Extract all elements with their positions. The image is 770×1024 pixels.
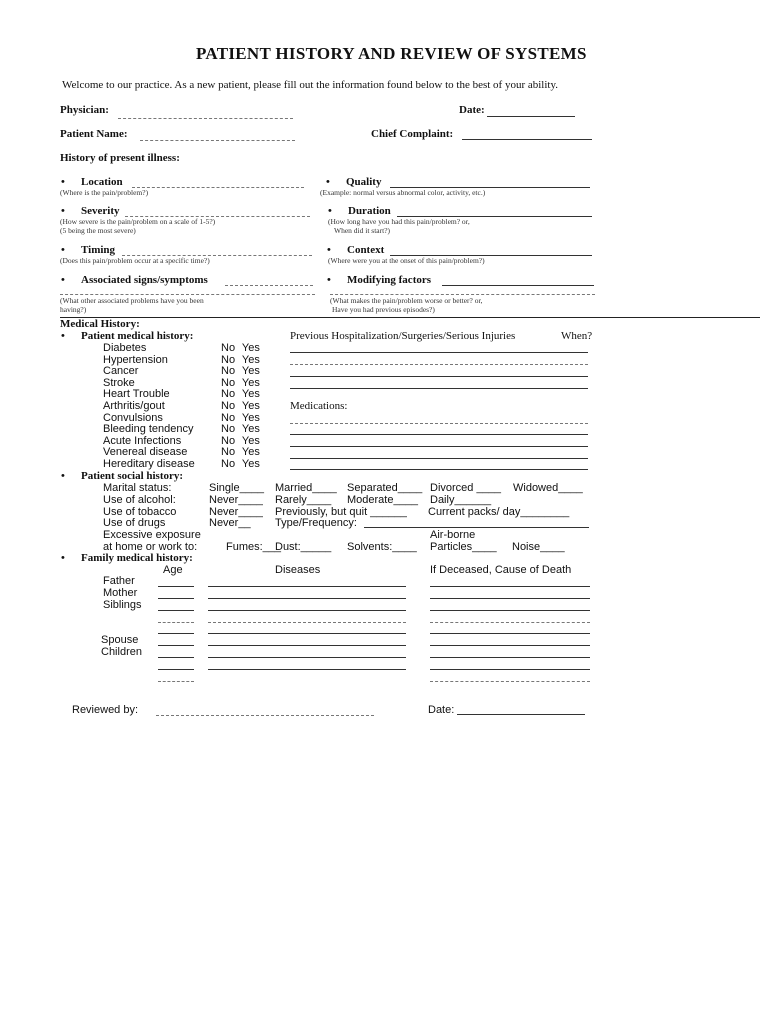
previously-quit-option[interactable]: Previously, but quit ______ xyxy=(275,506,407,518)
medication-line[interactable] xyxy=(290,458,588,459)
spouse-age-field[interactable] xyxy=(158,645,194,646)
no-yes-option[interactable]: No Yes xyxy=(221,423,260,435)
children-age-field-3[interactable] xyxy=(158,681,194,682)
associated-field-2[interactable] xyxy=(60,294,315,295)
timing-label: • Timing xyxy=(81,244,115,256)
associated-field[interactable] xyxy=(225,285,313,286)
father-age-field[interactable] xyxy=(158,586,194,587)
context-label: • Context xyxy=(347,244,384,256)
patient-medical-history-heading: • Patient medical history: xyxy=(81,330,193,342)
spouse-age-line[interactable] xyxy=(158,633,194,634)
father-cause-field[interactable] xyxy=(430,586,590,587)
solvents-option[interactable]: Solvents:____ xyxy=(347,541,417,553)
marital-status-label: Marital status: xyxy=(103,482,172,494)
married-option[interactable]: Married____ xyxy=(275,482,337,494)
moderate-option[interactable]: Moderate____ xyxy=(347,494,418,506)
no-yes-option[interactable]: No Yes xyxy=(221,342,260,354)
medical-history-heading: Medical History: xyxy=(60,318,140,330)
location-hint: (Where is the pain/problem?) xyxy=(60,188,149,197)
no-yes-option[interactable]: No Yes xyxy=(221,458,260,470)
timing-hint: (Does this pain/problem occur at a specific time?) xyxy=(60,256,210,265)
medication-line[interactable] xyxy=(290,469,588,470)
duration-label: • Duration xyxy=(348,205,391,217)
patient-name-label: Patient Name: xyxy=(60,128,128,140)
quality-hint: (Example: normal versus abnormal color, activity, etc.) xyxy=(320,188,486,197)
father-label: Father xyxy=(103,575,135,587)
severity-label: • Severity xyxy=(81,205,119,217)
divorced-option[interactable]: Divorced ____ xyxy=(430,482,501,494)
type-frequency-field[interactable] xyxy=(364,527,589,528)
tobacco-label: Use of tobacco xyxy=(103,506,177,518)
no-yes-option[interactable]: No Yes xyxy=(221,365,260,377)
hospitalization-line[interactable] xyxy=(290,352,588,353)
no-yes-option[interactable]: No Yes xyxy=(221,377,260,389)
noise-option[interactable]: Noise____ xyxy=(512,541,565,553)
no-yes-option[interactable]: No Yes xyxy=(221,435,260,447)
condition-label: Heart Trouble xyxy=(103,388,170,400)
associated-hint-1: (What other associated problems have you been xyxy=(60,296,204,305)
spouse-cause-line[interactable] xyxy=(430,633,590,634)
tobacco-never-option[interactable]: Never____ xyxy=(209,506,263,518)
chief-complaint-label: Chief Complaint: xyxy=(371,128,454,140)
associated-hint-2: having?) xyxy=(60,305,87,314)
hospitalization-line[interactable] xyxy=(290,388,588,389)
physician-label: Physician: xyxy=(60,104,109,116)
present-illness-heading: History of present illness: xyxy=(60,152,180,164)
children-age-field[interactable] xyxy=(158,657,194,658)
condition-label: Arthritis/gout xyxy=(103,400,165,412)
location-field[interactable] xyxy=(132,187,304,188)
hospitalization-line[interactable] xyxy=(290,376,588,377)
children-diseases-field[interactable] xyxy=(208,657,406,658)
severity-hint-1: (How severe is the pain/problem on a scale of 1-5?) xyxy=(60,217,216,226)
cause-of-death-column-heading: If Deceased, Cause of Death xyxy=(430,564,572,576)
date-label: Date: xyxy=(459,104,485,116)
quality-label: • Quality xyxy=(346,176,381,188)
condition-label: Convulsions xyxy=(103,412,163,424)
no-yes-option[interactable]: No Yes xyxy=(221,400,260,412)
condition-label: Acute Infections xyxy=(103,435,182,447)
no-yes-option[interactable]: No Yes xyxy=(221,388,260,400)
medication-line[interactable] xyxy=(290,434,588,435)
exposure-where-label: at home or work to: xyxy=(103,541,198,553)
fumes-option[interactable]: Fumes:___ xyxy=(226,541,282,553)
daily-option[interactable]: Daily______ xyxy=(430,494,492,506)
condition-label: Diabetes xyxy=(103,342,147,354)
mother-diseases-field[interactable] xyxy=(208,598,406,599)
medication-line[interactable] xyxy=(290,446,588,447)
hospitalization-heading: Previous Hospitalization/Surgeries/Serious Injuries xyxy=(290,330,516,342)
drugs-never-option[interactable]: Never__ xyxy=(209,517,251,529)
modifying-field-2[interactable] xyxy=(330,294,595,295)
severity-hint-2: (5 being the most severe) xyxy=(60,226,136,235)
context-hint: (Where were you at the onset of this pain/problem?) xyxy=(328,256,485,265)
father-diseases-field[interactable] xyxy=(208,586,406,587)
page-title: PATIENT HISTORY AND REVIEW OF SYSTEMS xyxy=(196,44,587,63)
rarely-option[interactable]: Rarely____ xyxy=(275,494,332,506)
spouse-label: Spouse xyxy=(101,634,139,646)
alcohol-label: Use of alcohol: xyxy=(103,494,176,506)
age-column-heading: Age xyxy=(163,564,183,576)
widowed-option[interactable]: Widowed____ xyxy=(513,482,583,494)
mother-label: Mother xyxy=(103,587,138,599)
chief-complaint-field[interactable] xyxy=(462,139,592,140)
exposure-label: Excessive exposure xyxy=(103,529,201,541)
particles-option[interactable]: Particles____ xyxy=(430,541,497,553)
siblings-cause-field-2[interactable] xyxy=(430,622,590,623)
spouse-diseases-field[interactable] xyxy=(208,645,406,646)
spouse-cause-field[interactable] xyxy=(430,645,590,646)
siblings-age-field[interactable] xyxy=(158,610,194,611)
no-yes-option[interactable]: No Yes xyxy=(221,446,260,458)
condition-label: Stroke xyxy=(103,377,135,389)
duration-hint-1: (How long have you had this pain/problem? or, xyxy=(328,217,470,226)
condition-label: Hypertension xyxy=(103,354,168,366)
duration-hint-2: When did it start?) xyxy=(334,226,391,235)
footer-date-field[interactable] xyxy=(457,714,585,715)
reviewed-by-label: Reviewed by: xyxy=(72,704,139,716)
siblings-age-field-2[interactable] xyxy=(158,622,194,623)
reviewed-by-field[interactable] xyxy=(156,715,374,716)
children-diseases-field-2[interactable] xyxy=(208,669,406,670)
children-label: Children xyxy=(101,646,142,658)
hospitalization-line[interactable] xyxy=(290,364,588,365)
date-field[interactable] xyxy=(487,116,575,117)
associated-label: • Associated signs/symptoms xyxy=(81,274,208,286)
mother-cause-field[interactable] xyxy=(430,598,590,599)
footer-date-label: Date: xyxy=(428,704,455,716)
siblings-diseases-field-2[interactable] xyxy=(208,622,406,623)
diseases-column-heading: Diseases xyxy=(275,564,321,576)
intro-text: Welcome to our practice. As a new patient, please fill out the information found below to the best of your ability. xyxy=(62,79,559,91)
current-packs-field[interactable]: Current packs/ day________ xyxy=(428,506,570,518)
children-age-field-2[interactable] xyxy=(158,669,194,670)
condition-label: Venereal disease xyxy=(103,446,188,458)
modifying-field[interactable] xyxy=(442,285,594,286)
siblings-diseases-field[interactable] xyxy=(208,610,406,611)
siblings-label: Siblings xyxy=(103,599,142,611)
alcohol-never-option[interactable]: Never____ xyxy=(209,494,263,506)
spouse-diseases-line[interactable] xyxy=(208,633,406,634)
siblings-cause-field[interactable] xyxy=(430,610,590,611)
location-label: • Location xyxy=(81,176,123,188)
type-frequency-label: Type/Frequency: xyxy=(275,517,357,529)
medication-line[interactable] xyxy=(290,423,588,424)
when-heading: When? xyxy=(561,330,593,342)
physician-field[interactable] xyxy=(118,118,293,119)
condition-label: Cancer xyxy=(103,365,139,377)
social-history-heading: • Patient social history: xyxy=(81,470,183,482)
modifying-hint-2: Have you had previous episodes?) xyxy=(332,305,435,314)
condition-label: Hereditary disease xyxy=(103,458,195,470)
modifying-hint-1: (What makes the pain/problem worse or better? or, xyxy=(330,296,483,305)
dust-option[interactable]: Dust:_____ xyxy=(275,541,332,553)
single-option[interactable]: Single____ xyxy=(209,482,265,494)
mother-age-field[interactable] xyxy=(158,598,194,599)
condition-label: Bleeding tendency xyxy=(103,423,194,435)
children-cause-field-3[interactable] xyxy=(430,681,590,682)
modifying-label: • Modifying factors xyxy=(347,274,431,286)
air-borne-label: Air-borne xyxy=(430,529,476,541)
drugs-label: Use of drugs xyxy=(103,517,166,529)
medications-heading: Medications: xyxy=(290,400,348,412)
no-yes-option[interactable]: No Yes xyxy=(221,412,260,424)
section-divider xyxy=(60,317,760,318)
family-history-heading: • Family medical history: xyxy=(81,552,193,564)
patient-name-field[interactable] xyxy=(140,140,295,141)
children-cause-field-2[interactable] xyxy=(430,669,590,670)
no-yes-option[interactable]: No Yes xyxy=(221,354,260,366)
separated-option[interactable]: Separated____ xyxy=(347,482,423,494)
children-cause-field[interactable] xyxy=(430,657,590,658)
